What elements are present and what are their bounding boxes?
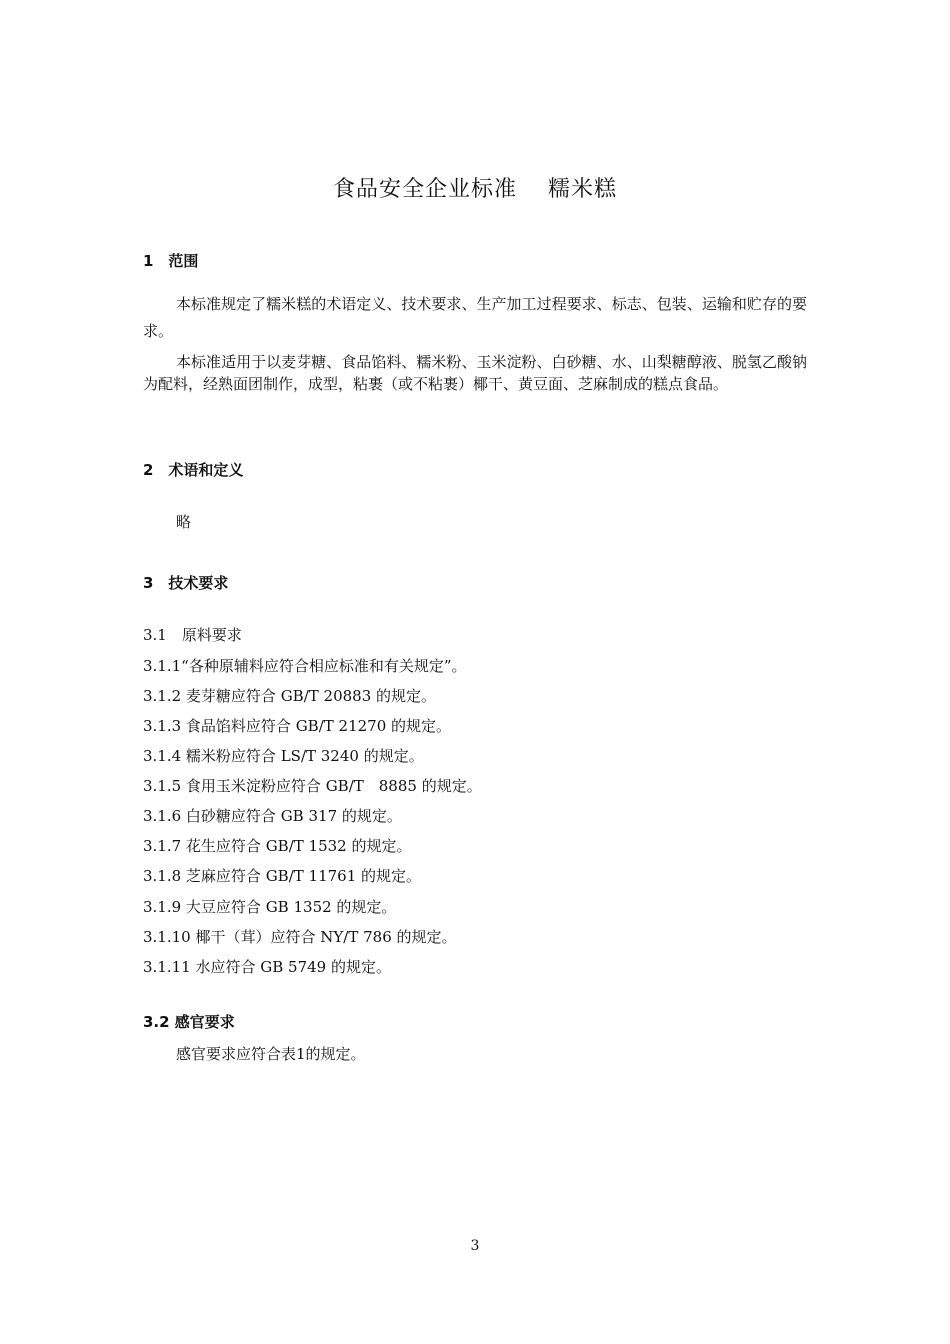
requirement-item: 3.1.6 白砂糖应符合 GB 317 的规定。 — [143, 807, 402, 825]
document-title: 食品安全企业标准 糯米糕 — [333, 177, 617, 202]
requirement-item: 3.1.9 大豆应符合 GB 1352 的规定。 — [143, 898, 397, 916]
requirement-item: 3.1.7 花生应符合 GB/T 1532 的规定。 — [143, 837, 412, 855]
section-2-body: 略 — [176, 513, 192, 531]
requirement-item: 3.1.10 椰干（茸）应符合 NY/T 786 的规定。 — [143, 928, 457, 946]
subsection-3-2-body: 感官要求应符合表1的规定。 — [176, 1045, 366, 1063]
section-2-heading: 2 术语和定义 — [143, 461, 244, 479]
subsection-3-2-heading: 3.2 感官要求 — [143, 1013, 235, 1031]
section-1-heading: 1 范围 — [143, 252, 199, 270]
section-1-paragraph-1: 本标准规定了糯米糕的术语定义、技术要求、生产加工过程要求、标志、包装、运输和贮存的要求。 — [143, 295, 807, 340]
subsection-3-1-heading: 3.1 原料要求 — [143, 626, 242, 644]
requirement-item: 3.1.11 水应符合 GB 5749 的规定。 — [143, 958, 391, 976]
requirement-item: 3.1.2 麦芽糖应符合 GB/T 20883 的规定。 — [143, 687, 437, 705]
page-number: 3 — [470, 1238, 480, 1254]
requirement-item: 3.1.1“各种原辅料应符合相应标准和有关规定”。 — [143, 657, 467, 675]
requirement-item: 3.1.4 糯米粉应符合 LS/T 3240 的规定。 — [143, 747, 424, 765]
requirement-item: 3.1.8 芝麻应符合 GB/T 11761 的规定。 — [143, 867, 422, 885]
section-3-heading: 3 技术要求 — [143, 574, 229, 592]
requirement-item: 3.1.5 食用玉米淀粉应符合 GB/T 8885 的规定。 — [143, 777, 482, 795]
requirement-item: 3.1.3 食品馅料应符合 GB/T 21270 的规定。 — [143, 717, 452, 735]
section-1-paragraph-2: 本标准适用于以麦芽糖、食品馅料、糯米粉、玉米淀粉、白砂糖、水、山梨糖醇液、脱氢乙酸钠为配料，经熟面团制作，成型，粘裹（或不粘裹）椰干、黄豆面、芝麻制成的糕点食品。 — [143, 353, 807, 393]
